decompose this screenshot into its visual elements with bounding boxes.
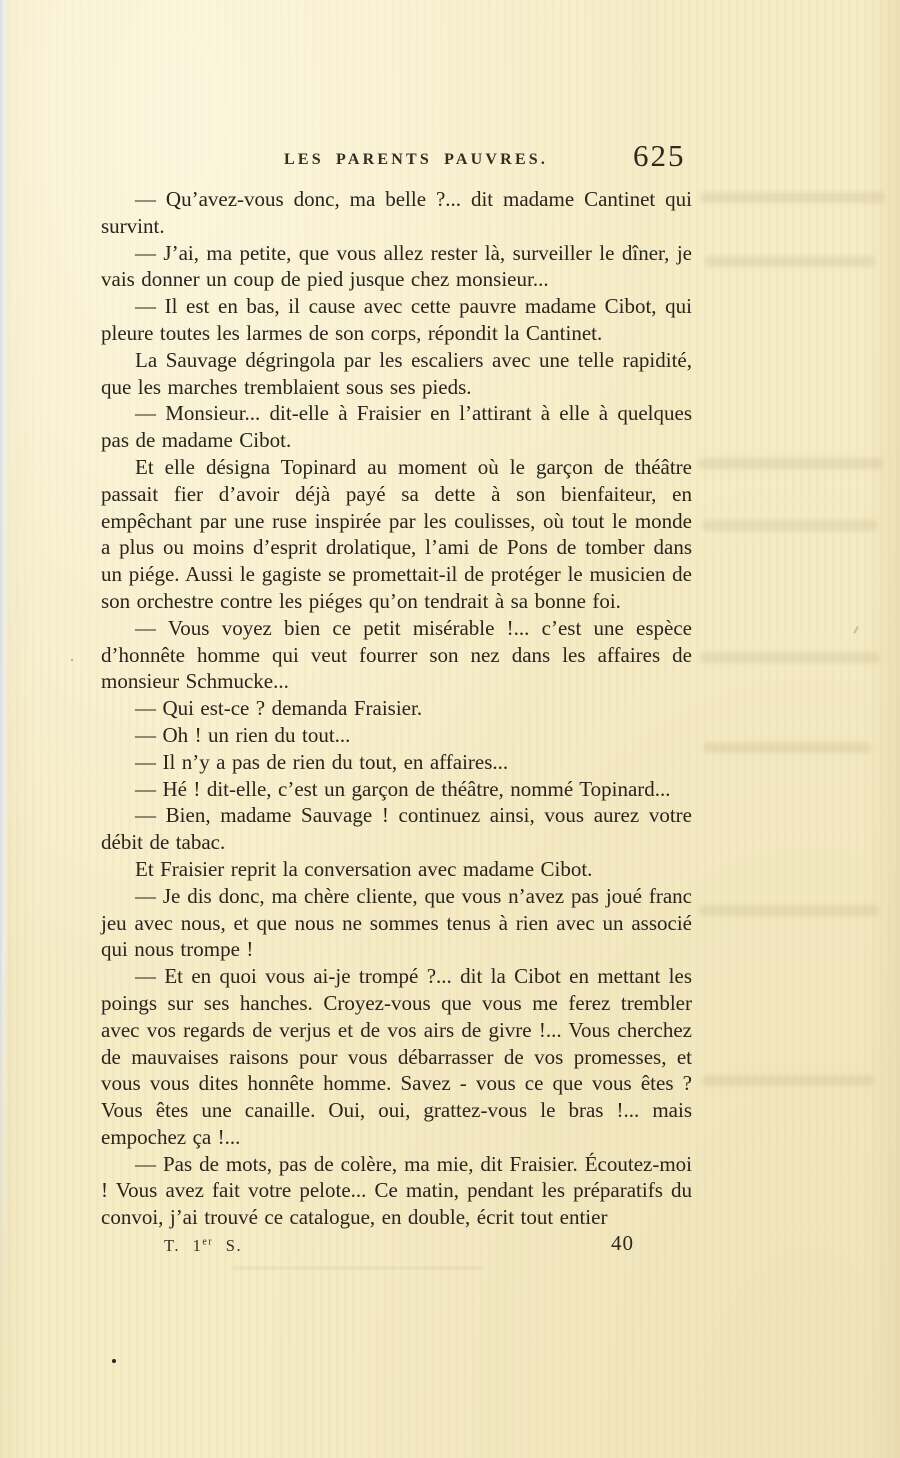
paragraph: — Qui est-ce ? demanda Fraisier.: [135, 696, 423, 721]
paragraph: — Qu’avez-vous donc, ma belle ?... dit madame Cantinet qui survint.: [101, 187, 692, 238]
paragraph: — Hé ! dit-elle, c’est un garçon de théâtre, nommé Topinard...: [135, 776, 671, 801]
paper-speck: [112, 1359, 116, 1363]
paper-smudge: [232, 1267, 482, 1269]
paragraph: — Monsieur... dit-elle à Fraisier en l’attirant à elle à quelques pas de madame Cibot.: [101, 401, 692, 453]
ink-bleed-ghost: [700, 192, 885, 203]
page-number: 625: [633, 138, 686, 173]
sheet-number: 40: [611, 1231, 634, 1255]
paragraph: Et elle désigna Topinard au moment où le garçon de théâtre passait fier d’avoir déjà payé sa dette à son bienfaiteur, en empêchant par une ruse inspirée par les coulisses, où tout le monde a plus ou moins d’esprit drolatique, l’ami de Pons de tomber dans un piége. Aussi le gagiste se promettait-il de protéger le musicien de son orchestre contre les piéges qu’on tendrait à sa bonne foi.: [101, 454, 692, 613]
ink-bleed-ghost: [705, 256, 875, 267]
paragraph: — Bien, madame Sauvage ! continuez ainsi, vous aurez votre débit de tabac.: [101, 803, 692, 855]
ink-bleed-ghost: [699, 905, 879, 916]
paper-speck: [71, 659, 73, 661]
ink-bleed-ghost: [703, 742, 871, 753]
ink-bleed-ghost: [702, 1075, 874, 1086]
paragraph: — Il n’y a pas de rien du tout, en affaires...: [135, 749, 509, 774]
paragraph: La Sauvage dégringola par les escaliers avec une telle rapidité, que les marches tremblaient sous ses pieds.: [101, 347, 692, 399]
scanner-edge-strip: [0, 0, 9, 1458]
paragraph: — Il est en bas, il cause avec cette pauvre madame Cibot, qui pleure toutes les larmes de son corps, répondit la Cantinet.: [101, 294, 692, 345]
ink-bleed-ghost: [698, 458, 883, 469]
paragraph: — Pas de mots, pas de colère, ma mie, dit Fraisier. Écoutez-moi ! Vous avez fait votre pelote... Ce matin, pendant les préparatifs du convoi, j’ai trouvé ce catalogue, en double, écrit tout entier: [101, 1151, 692, 1230]
paragraph: Et Fraisier reprit la conversation avec madame Cibot.: [135, 856, 593, 881]
ink-bleed-ghost: [702, 520, 877, 531]
volume-signature: [164, 1236, 242, 1256]
volume-signature-superscript: er: [202, 1236, 214, 1248]
paragraph: — Vous voyez bien ce petit misérable !... c’est une espèce d’honnête homme qui veut fourrer son nez dans les affaires de monsieur Schmucke...: [101, 615, 692, 694]
body-text-block: [101, 186, 692, 1231]
paragraph: — J’ai, ma petite, que vous allez rester là, surveiller le dîner, je vais donner un coup de pied jusque chez monsieur...: [101, 240, 692, 292]
paragraph: — Oh ! un rien du tout...: [135, 722, 351, 747]
paragraph: — Et en quoi vous ai-je trompé ?... dit la Cibot en mettant les poings sur ses hanches. Croyez-vous que vous me ferez trembler avec vos regards de verjus et de vos airs de givre !... Vous cherchez de mauvaises raisons pour vous débarrasser de vos promesses, et vous vous dites honnête homme. Savez - vous ce que vous êtes ? Vous êtes une canaille. Oui, oui, grattez-vous le bras !... mais empochez ça !...: [101, 964, 692, 1149]
running-title: LES PARENTS PAUVRES.: [284, 151, 549, 168]
paper-speck: [853, 626, 859, 634]
volume-signature-suffix: S.: [213, 1236, 243, 1255]
paragraph: — Je dis donc, ma chère cliente, que vous n’avez pas joué franc jeu avec nous, et que nous ne sommes tenus à rien avec un associé qui nous trompe !: [101, 883, 692, 962]
volume-signature-text: T. 1: [164, 1236, 203, 1255]
ink-bleed-ghost: [700, 652, 880, 663]
